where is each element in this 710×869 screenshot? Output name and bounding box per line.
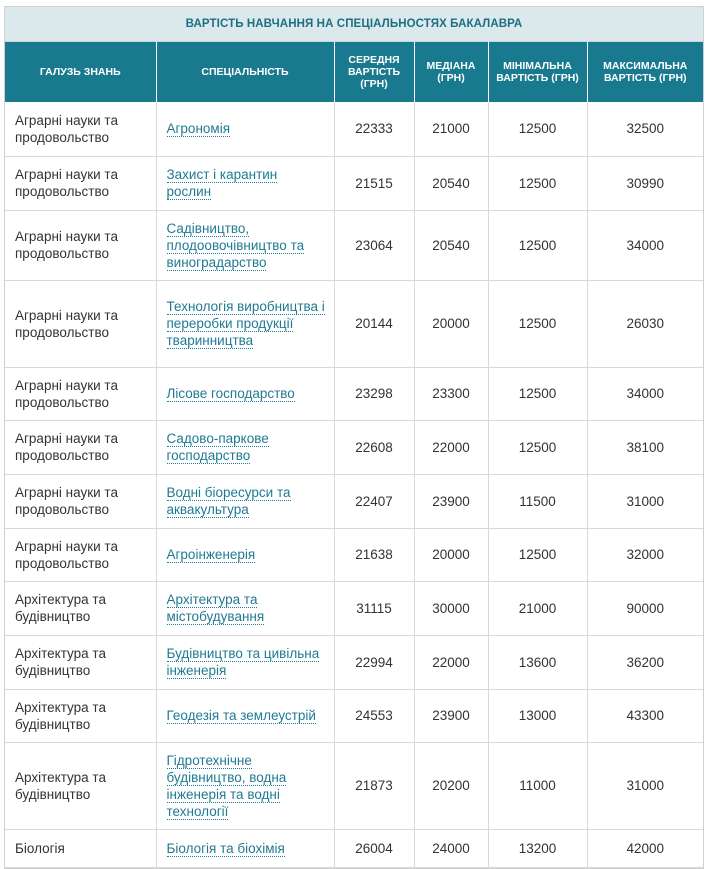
cell-max-cost: 31000 bbox=[587, 742, 703, 829]
header-max-cost: МАКСИМАЛЬНА ВАРТІСТЬ (ГРН) bbox=[587, 42, 703, 102]
header-row bbox=[5, 42, 703, 102]
header-specialty: СПЕЦІАЛЬНІСТЬ bbox=[156, 42, 334, 102]
specialty-link[interactable]: Технологія виробництва і переробки продукції тваринництва bbox=[166, 299, 325, 348]
cell-average-cost: 21873 bbox=[334, 742, 414, 829]
cell-specialty bbox=[156, 210, 334, 280]
cell-min-cost: 12500 bbox=[488, 280, 587, 367]
header-min-cost: МІНІМАЛЬНА ВАРТІСТЬ (ГРН) bbox=[488, 42, 587, 102]
cell-specialty bbox=[156, 156, 334, 210]
table-row bbox=[5, 367, 703, 420]
cell-min-cost: 12500 bbox=[488, 367, 587, 420]
cell-field: Аграрні науки та продовольство bbox=[5, 280, 156, 367]
specialty-link[interactable]: Будівництво та цивільна інженерія bbox=[166, 646, 320, 678]
cell-specialty bbox=[156, 367, 334, 420]
cell-field: Аграрні науки та продовольство bbox=[5, 102, 156, 156]
table-row bbox=[5, 474, 703, 528]
cell-median: 20540 bbox=[414, 156, 488, 210]
header-average-cost: СЕРЕДНЯ ВАРТІСТЬ (ГРН) bbox=[334, 42, 414, 102]
cell-median: 30000 bbox=[414, 581, 488, 635]
cell-field: Архітектура та будівництво bbox=[5, 635, 156, 689]
cell-average-cost: 23298 bbox=[334, 367, 414, 420]
tuition-table-container bbox=[4, 6, 704, 869]
specialty-link[interactable]: Геодезія та землеустрій bbox=[166, 708, 316, 723]
cell-max-cost: 32000 bbox=[587, 528, 703, 581]
cell-median: 22000 bbox=[414, 420, 488, 474]
specialty-link[interactable]: Гідротехнічне будівництво, водна інженерія та водні технології bbox=[166, 752, 287, 819]
cell-max-cost: 32500 bbox=[587, 102, 703, 156]
cell-average-cost: 21638 bbox=[334, 528, 414, 581]
cell-min-cost: 12500 bbox=[488, 156, 587, 210]
specialty-link[interactable]: Агроінженерія bbox=[166, 547, 256, 562]
cell-average-cost: 22994 bbox=[334, 635, 414, 689]
cell-max-cost: 34000 bbox=[587, 367, 703, 420]
header-median: МЕДІАНА (ГРН) bbox=[414, 42, 488, 102]
cell-min-cost: 11500 bbox=[488, 474, 587, 528]
cell-median: 24000 bbox=[414, 829, 488, 867]
table-row bbox=[5, 581, 703, 635]
cell-median: 20000 bbox=[414, 528, 488, 581]
cell-average-cost: 31115 bbox=[334, 581, 414, 635]
cell-specialty bbox=[156, 280, 334, 367]
cell-max-cost: 38100 bbox=[587, 420, 703, 474]
table-row bbox=[5, 420, 703, 474]
cell-median: 23300 bbox=[414, 367, 488, 420]
specialty-link[interactable]: Лісове господарство bbox=[166, 386, 295, 401]
table-row bbox=[5, 635, 703, 689]
cell-max-cost: 34000 bbox=[587, 210, 703, 280]
table-caption: ВАРТІСТЬ НАВЧАННЯ НА СПЕЦІАЛЬНОСТЯХ БАКАЛАВРА bbox=[5, 7, 703, 42]
cell-average-cost: 22333 bbox=[334, 102, 414, 156]
specialty-link[interactable]: Захист і карантин рослин bbox=[166, 167, 278, 199]
specialty-link[interactable]: Водні біоресурси та аквакультура bbox=[166, 485, 291, 517]
cell-field: Біологія bbox=[5, 829, 156, 867]
cell-average-cost: 21515 bbox=[334, 156, 414, 210]
cell-median: 20540 bbox=[414, 210, 488, 280]
cell-max-cost: 42000 bbox=[587, 829, 703, 867]
table-header bbox=[5, 42, 703, 102]
cell-specialty bbox=[156, 689, 334, 742]
cell-max-cost: 36200 bbox=[587, 635, 703, 689]
cell-min-cost: 21000 bbox=[488, 581, 587, 635]
cell-specialty bbox=[156, 742, 334, 829]
cell-specialty bbox=[156, 420, 334, 474]
cell-median: 20000 bbox=[414, 280, 488, 367]
cell-field: Аграрні науки та продовольство bbox=[5, 420, 156, 474]
cell-specialty bbox=[156, 829, 334, 867]
cell-median: 22000 bbox=[414, 635, 488, 689]
cell-median: 20200 bbox=[414, 742, 488, 829]
cell-field: Аграрні науки та продовольство bbox=[5, 156, 156, 210]
table-row bbox=[5, 689, 703, 742]
table-row bbox=[5, 210, 703, 280]
cell-average-cost: 26004 bbox=[334, 829, 414, 867]
cell-field: Аграрні науки та продовольство bbox=[5, 210, 156, 280]
cell-average-cost: 24553 bbox=[334, 689, 414, 742]
cell-max-cost: 26030 bbox=[587, 280, 703, 367]
cell-specialty bbox=[156, 635, 334, 689]
specialty-link[interactable]: Архітектура та містобудування bbox=[166, 592, 265, 624]
table-row bbox=[5, 280, 703, 367]
cell-median: 23900 bbox=[414, 474, 488, 528]
cell-min-cost: 13200 bbox=[488, 829, 587, 867]
header-field: ГАЛУЗЬ ЗНАНЬ bbox=[5, 42, 156, 102]
cell-specialty bbox=[156, 581, 334, 635]
cell-field: Архітектура та будівництво bbox=[5, 689, 156, 742]
table-row bbox=[5, 742, 703, 829]
table-row bbox=[5, 829, 703, 867]
cell-field: Аграрні науки та продовольство bbox=[5, 474, 156, 528]
cell-specialty bbox=[156, 474, 334, 528]
cell-min-cost: 12500 bbox=[488, 420, 587, 474]
cell-min-cost: 13000 bbox=[488, 689, 587, 742]
cell-average-cost: 22608 bbox=[334, 420, 414, 474]
specialty-link[interactable]: Садівництво, плодоовочівництво та виноградарство bbox=[166, 220, 305, 270]
cell-max-cost: 30990 bbox=[587, 156, 703, 210]
cell-min-cost: 12500 bbox=[488, 528, 587, 581]
cell-max-cost: 31000 bbox=[587, 474, 703, 528]
specialty-link[interactable]: Садово-паркове господарство bbox=[166, 431, 269, 463]
cell-average-cost: 23064 bbox=[334, 210, 414, 280]
table-row bbox=[5, 528, 703, 581]
cell-median: 21000 bbox=[414, 102, 488, 156]
cell-field: Аграрні науки та продовольство bbox=[5, 367, 156, 420]
cell-average-cost: 20144 bbox=[334, 280, 414, 367]
cell-specialty bbox=[156, 102, 334, 156]
cell-specialty bbox=[156, 528, 334, 581]
cell-min-cost: 12500 bbox=[488, 210, 587, 280]
cell-min-cost: 11000 bbox=[488, 742, 587, 829]
table-row bbox=[5, 102, 703, 156]
cell-median: 23900 bbox=[414, 689, 488, 742]
cell-average-cost: 22407 bbox=[334, 474, 414, 528]
cell-field: Архітектура та будівництво bbox=[5, 742, 156, 829]
cell-min-cost: 12500 bbox=[488, 102, 587, 156]
specialty-link[interactable]: Агрономія bbox=[166, 121, 230, 137]
cell-field: Архітектура та будівництво bbox=[5, 581, 156, 635]
tuition-table bbox=[5, 42, 703, 868]
cell-field: Аграрні науки та продовольство bbox=[5, 528, 156, 581]
table-row bbox=[5, 156, 703, 210]
cell-max-cost: 43300 bbox=[587, 689, 703, 742]
specialty-link[interactable]: Біологія та біохімія bbox=[166, 840, 285, 856]
cell-max-cost: 90000 bbox=[587, 581, 703, 635]
table-body bbox=[5, 102, 703, 867]
cell-min-cost: 13600 bbox=[488, 635, 587, 689]
